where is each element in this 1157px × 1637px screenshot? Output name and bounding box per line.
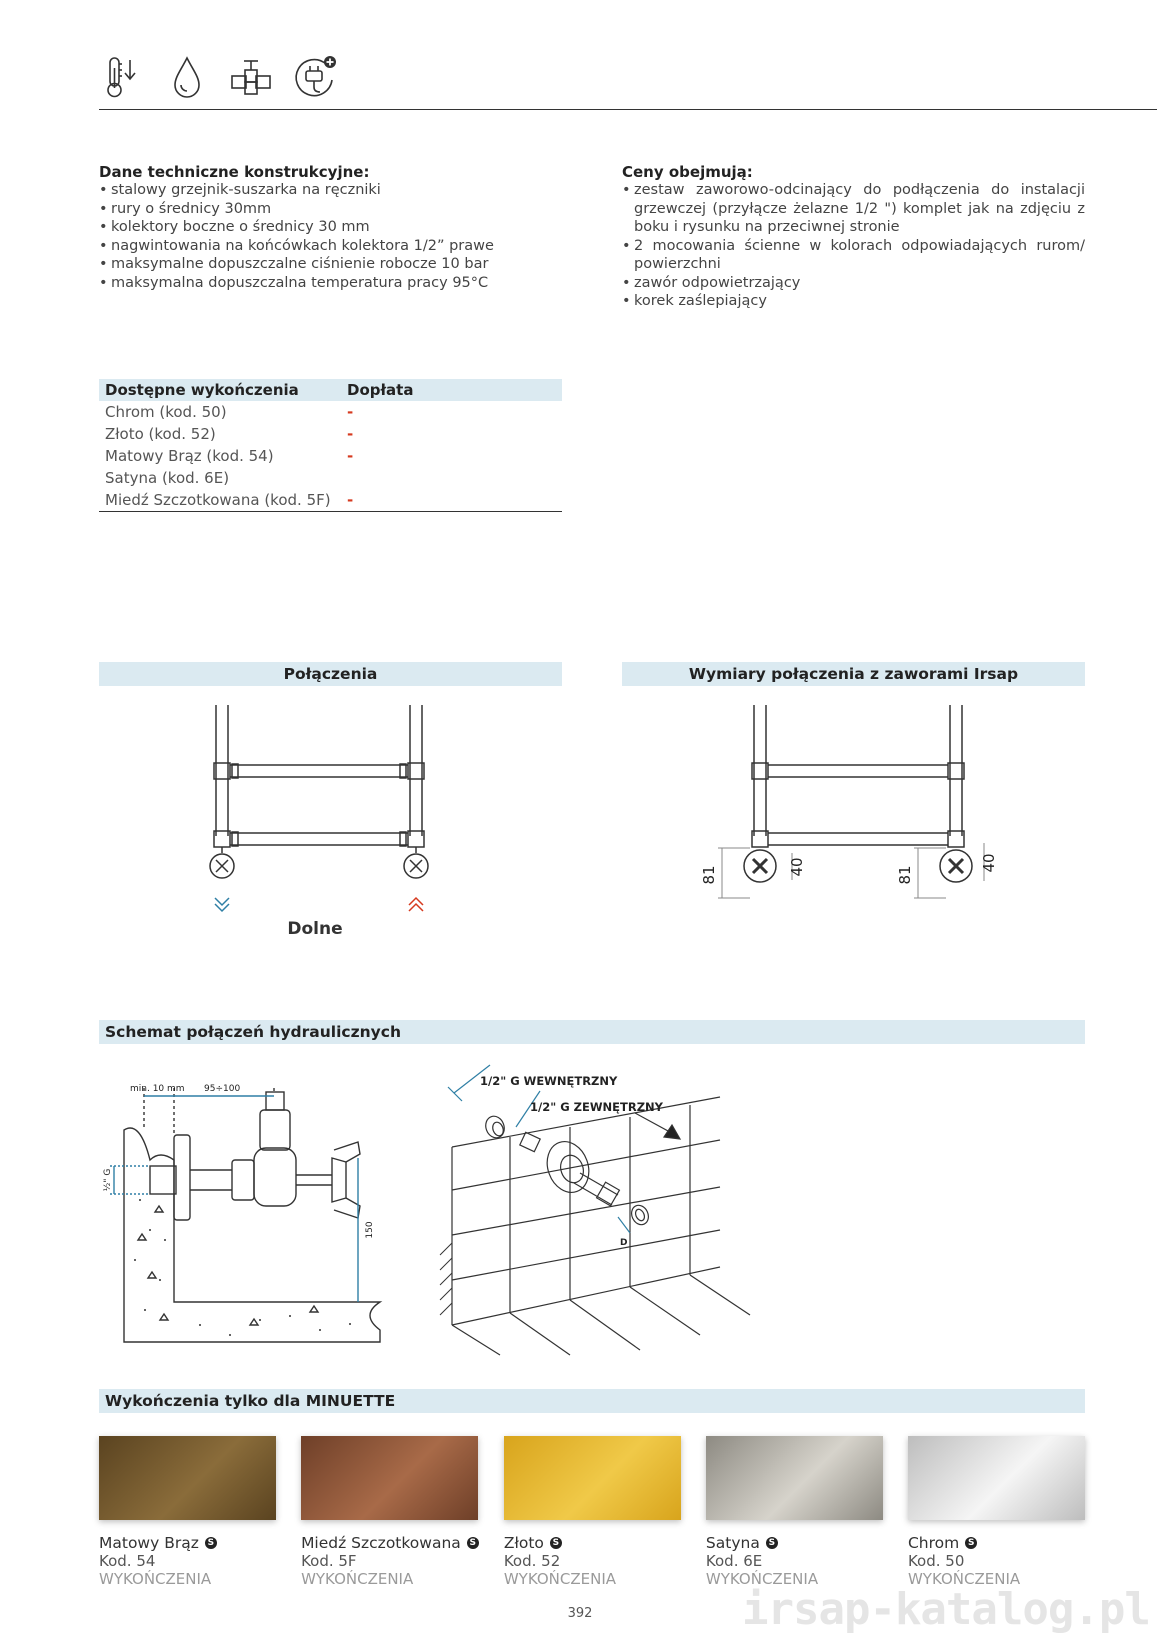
badge-icon: S: [965, 1537, 977, 1549]
table-header-row: [99, 379, 562, 401]
swatch-category: WYKOŃCZENIA: [907, 1570, 1021, 1588]
swatch-code: Kod. 54: [99, 1552, 156, 1570]
list-item: • maksymalne dopuszczalne ciśnienie robocze 10 bar: [99, 255, 549, 274]
list-item: • 2 mocowania ścienne w kolorach odpowiadających rurom/ powierzchni: [622, 237, 1085, 274]
swatch-color: [908, 1436, 1085, 1520]
tech-data-list: [99, 181, 549, 292]
height-label: 150: [365, 1221, 375, 1239]
list-item: • zestaw zaworowo-odcinający do podłączenia do instalacji grzewczej (przyłącze żelazne 1/2 ") komplet jak na zdjęciu z boku i rysunku na przeciwnej stronie: [622, 181, 1085, 237]
connections-diagram: [190, 703, 450, 918]
column-header: Dopłata: [341, 379, 562, 401]
swatch-name-row: [301, 1534, 479, 1552]
swatch-name: Matowy Brąz: [99, 1534, 199, 1552]
list-item: • nagwintowania na końcówkach kolektora 1/2” prawe: [99, 237, 549, 256]
swatch-code: Kod. 5F: [301, 1552, 357, 1570]
tech-data-title: Dane techniczne konstrukcyjne:: [99, 163, 370, 181]
connections-title: Połączenia: [283, 665, 378, 683]
list-item: • korek zaślepiający: [622, 292, 1085, 311]
swatch-name: Chrom: [907, 1534, 960, 1552]
header-divider: [99, 109, 1157, 110]
connection-type-label: Dolne: [287, 919, 343, 939]
diameter-label: D: [620, 1238, 628, 1248]
swatch-name-row: [706, 1534, 883, 1552]
finish-surcharge: -: [347, 403, 354, 421]
swatch-code: Kod. 50: [907, 1552, 965, 1570]
swatch-name: Miedź Szczotkowana: [301, 1534, 461, 1552]
installation-drawing: [440, 1055, 770, 1355]
swatch-row: [99, 1436, 1085, 1588]
swatch-name: Satyna: [705, 1534, 760, 1552]
valve-section-drawing: [103, 1080, 400, 1345]
electric-plug-plus-icon: [292, 54, 338, 100]
hydraulic-title: Schemat połączeń hydraulicznych: [105, 1023, 401, 1041]
swatch-name-row: [504, 1534, 681, 1552]
prices-list: [622, 181, 1085, 311]
table-row: [99, 467, 562, 489]
swatch-category: WYKOŃCZENIA: [99, 1570, 212, 1588]
dim-left-height: 81: [700, 865, 718, 885]
dim-left-offset: 40: [788, 857, 806, 877]
dimensions-diagram: [700, 703, 1010, 918]
swatches-title: Wykończenia tylko dla MINUETTE: [105, 1392, 396, 1410]
finishes-table: [99, 379, 562, 512]
connections-bar: [99, 662, 562, 686]
badge-icon: S: [205, 1537, 217, 1549]
badge-icon: S: [550, 1537, 562, 1549]
watermark: irsap-katalog.pl: [742, 1584, 1150, 1635]
swatch-color: [706, 1436, 883, 1520]
dim-right-height: 81: [896, 865, 914, 885]
badge-icon: S: [467, 1537, 479, 1549]
tech-data-block: [99, 163, 549, 292]
swatch-name-row: [908, 1534, 1085, 1552]
internal-thread-label: 1/2" G WEWNĘTRZNY: [480, 1074, 618, 1088]
swatch-category: WYKOŃCZENIA: [301, 1570, 414, 1588]
column-header: Dostępne wykończenia: [99, 379, 341, 401]
swatch-code: Kod. 6E: [705, 1552, 763, 1570]
finish-name: Złoto (kod. 52): [105, 425, 216, 443]
table-row: [99, 423, 562, 445]
swatch-color: [504, 1436, 681, 1520]
list-item: • stalowy grzejnik-suszarka na ręczniki: [99, 181, 549, 200]
finish-surcharge: [341, 467, 562, 489]
swatch-category: WYKOŃCZENIA: [503, 1570, 617, 1588]
dimensions-title: Wymiary połączenia z zaworami Irsap: [688, 665, 1019, 683]
swatch-card: [706, 1436, 883, 1588]
thread-label: ½" G: [103, 1168, 113, 1192]
swatch-code: Kod. 52: [503, 1552, 561, 1570]
external-thread-label: 1/2" G ZEWNĘTRZNY: [530, 1100, 663, 1114]
swatch-card: [301, 1436, 479, 1588]
valve-icon: [228, 54, 274, 100]
hydraulic-bar: [99, 1020, 1085, 1044]
swatch-color: [99, 1436, 276, 1520]
table-row: [99, 445, 562, 467]
swatches-bar: [99, 1389, 1085, 1413]
list-item: • kolektory boczne o średnicy 30 mm: [99, 218, 549, 237]
finish-name: Satyna (kod. 6E): [105, 469, 230, 487]
prices-title: Ceny obejmują:: [622, 163, 753, 181]
table-row: [99, 401, 562, 423]
swatch-name-row: [99, 1534, 276, 1552]
list-item: • rury o średnicy 30mm: [99, 200, 549, 219]
swatch-category: WYKOŃCZENIA: [705, 1570, 819, 1588]
finish-surcharge: -: [341, 489, 562, 511]
list-item: • zawór odpowietrzający: [622, 274, 1085, 293]
feature-icons-row: [100, 52, 338, 102]
thermometer-down-icon: [100, 54, 146, 100]
water-drop-icon: [164, 54, 210, 100]
table-row: [99, 489, 562, 511]
list-item: • maksymalna dopuszczalna temperatura pracy 95°C: [99, 274, 549, 293]
dim-right-offset: 40: [980, 853, 998, 873]
swatch-color: [301, 1436, 478, 1520]
range-label: 95÷100: [204, 1084, 241, 1094]
finish-name: Miedź Szczotkowana (kod. 5F): [99, 489, 341, 511]
finish-surcharge: -: [347, 425, 354, 443]
page-number: 392: [567, 1606, 593, 1621]
swatch-card: [908, 1436, 1085, 1588]
prices-block: [622, 163, 1085, 311]
swatch-name: Złoto: [503, 1534, 544, 1552]
swatch-card: [504, 1436, 681, 1588]
dimensions-bar: [622, 662, 1085, 686]
finish-name: Matowy Brąz (kod. 54): [105, 447, 274, 465]
swatch-card: [99, 1436, 276, 1588]
finish-surcharge: -: [347, 447, 354, 465]
badge-icon: S: [766, 1537, 778, 1549]
finish-name: Chrom (kod. 50): [105, 403, 227, 421]
min-distance-label: min. 10 mm: [130, 1084, 185, 1094]
